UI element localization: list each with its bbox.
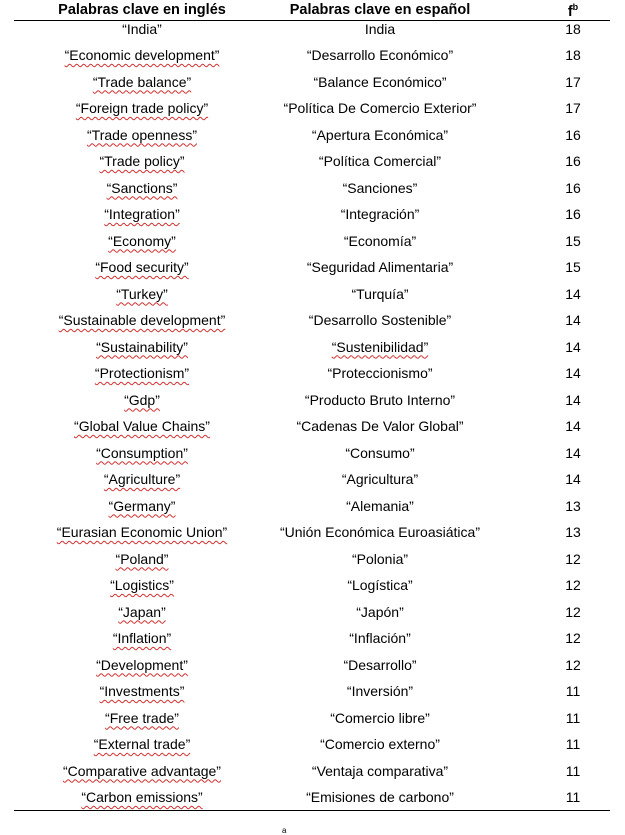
keyword-english-text: “Agriculture” [103,471,181,488]
keyword-frequency: 14 [565,391,581,408]
keyword-spanish-text: “Comercio externo” [320,736,440,753]
table-header-row [14,2,610,20]
keyword-english [14,704,270,731]
keyword-frequency: 12 [565,630,581,647]
table-row [14,757,610,784]
table-row [14,121,610,148]
keyword-frequency: 12 [565,603,581,620]
table-row [14,95,610,122]
keyword-spanish [270,95,490,122]
keyword-spanish [270,333,490,360]
table-row [14,704,610,731]
keyword-spanish-text: “Japón” [356,603,404,620]
keyword-spanish-text: “Polonia” [351,550,409,567]
keyword-english-text: “India” [122,20,162,37]
keyword-english [14,757,270,784]
keyword-english [14,201,270,228]
keyword-spanish [270,280,490,307]
header-english: Palabras clave en inglés [14,2,270,20]
keyword-spanish [270,413,490,440]
keyword-english-text: “Inflation” [112,630,172,647]
keyword-spanish-text: “Política De Comercio Exterior” [283,100,477,117]
keyword-frequency: 17 [565,73,581,90]
keyword-spanish-text: “Sustenibilidad” [331,338,429,355]
keyword-spanish-text: “Inflación” [349,630,411,647]
keyword-spanish [270,545,490,572]
keyword-frequency: 16 [565,179,581,196]
keyword-spanish [270,307,490,334]
keyword-english-text: “Turkey” [116,285,168,302]
table-row [14,678,610,705]
keyword-spanish [270,731,490,758]
table-body [14,20,610,811]
keyword-spanish [270,678,490,705]
keyword-english [14,20,270,42]
keyword-spanish-text: “Producto Bruto Interno” [304,391,456,408]
keyword-english [14,280,270,307]
keyword-english-text: “Free trade” [105,709,179,726]
keyword-frequency: 13 [565,497,581,514]
keyword-english-text: “Global Value Chains” [74,418,210,435]
keyword-spanish [270,227,490,254]
keyword-english-text: “Development” [96,656,188,673]
keyword-spanish-text: “Apertura Económica” [311,126,449,143]
table-row [14,598,610,625]
table-row [14,201,610,228]
keyword-english [14,386,270,413]
keyword-english [14,545,270,572]
keyword-spanish [270,572,490,599]
keyword-frequency: 16 [565,206,581,223]
keyword-spanish-text: “Turquía” [351,285,409,302]
keyword-frequency: 12 [565,577,581,594]
table-row [14,307,610,334]
keyword-spanish-text: “Balance Económico” [313,73,447,90]
keyword-spanish [270,466,490,493]
keyword-frequency: 11 [490,784,610,811]
table-row [14,625,610,652]
keyword-spanish-text: “Logística” [347,577,413,594]
header-spanish: Palabras clave en español [270,2,490,20]
keyword-english [14,784,270,811]
keyword-english-text: “Investments” [99,683,185,700]
keyword-frequency: 16 [565,153,581,170]
keyword-spanish-text: “Comercio libre” [330,709,430,726]
table-row [14,572,610,599]
keyword-frequency: 14 [565,471,581,488]
keyword-spanish [270,784,490,811]
keyword-frequency: 18 [565,47,581,64]
header-frequency-label: f [567,3,573,20]
keyword-english [14,42,270,69]
keyword-spanish-text: “Integración” [340,206,420,223]
keyword-english-text: “Economic development” [64,47,220,64]
keyword-frequency: 14 [565,444,581,461]
keyword-spanish [270,20,490,42]
keyword-english [14,333,270,360]
keyword-frequency: 14 [565,312,581,329]
keyword-frequency: 14 [565,285,581,302]
keyword-english [14,651,270,678]
keyword-spanish [270,148,490,175]
keyword-english-text: “Economy” [108,232,176,249]
keyword-spanish-text: “Política Comercial” [318,153,442,170]
keyword-spanish [270,121,490,148]
keyword-english-text: “Sustainable development” [58,312,226,329]
keyword-spanish [270,386,490,413]
keyword-frequency: 17 [565,100,581,117]
keyword-spanish [270,757,490,784]
table-row [14,333,610,360]
keyword-spanish [270,254,490,281]
keyword-english [14,227,270,254]
table-row [14,42,610,69]
keyword-spanish-text: “Seguridad Alimentaria” [306,259,454,276]
keyword-english-text: “External trade” [93,736,191,753]
keyword-spanish-text: “Unión Económica Euroasiática” [280,524,480,541]
keyword-spanish-text: “Desarrollo Económico” [306,47,454,64]
keyword-frequency: 18 [565,20,581,37]
table-row [14,148,610,175]
keyword-frequency: 15 [565,232,581,249]
keyword-spanish-text: “Agricultura” [341,471,419,488]
keyword-spanish [270,519,490,546]
keyword-frequency: 14 [565,418,581,435]
keyword-english [14,572,270,599]
keyword-english-text: “Japan” [118,603,166,620]
keyword-spanish [270,68,490,95]
keyword-spanish [270,704,490,731]
keyword-english-text: “Trade balance” [92,73,192,90]
keyword-english [14,731,270,758]
keyword-english-text: “Protectionism” [94,365,190,382]
keyword-frequency: 16 [565,126,581,143]
keyword-frequency: 11 [565,736,581,753]
keyword-frequency: 13 [565,524,581,541]
keyword-frequency: 11 [565,762,581,779]
table-row [14,731,610,758]
table-row [14,492,610,519]
keyword-spanish [270,492,490,519]
keyword-english-text: “Sustainability” [96,338,188,355]
keyword-english-text: “Trade openness” [87,126,197,143]
keyword-spanish [270,42,490,69]
keyword-english [14,598,270,625]
table-row [14,254,610,281]
table-row [14,784,610,811]
header-frequency-superscript: b [572,2,579,12]
keyword-english-text: “Food security” [95,259,189,276]
keyword-english [14,492,270,519]
keyword-spanish-text: “Emisiones de carbono” [306,789,454,806]
table-row [14,280,610,307]
keyword-english [14,174,270,201]
keyword-english [14,413,270,440]
keyword-english-text: “Germany” [108,497,176,514]
keyword-spanish-text: “Cadenas De Valor Global” [296,418,464,435]
keyword-spanish [270,360,490,387]
keyword-english [14,439,270,466]
keyword-english-text: “Sanctions” [106,179,178,196]
keyword-spanish-text: “Inversión” [346,683,414,700]
keyword-spanish [270,598,490,625]
keyword-spanish-text: India [364,20,396,37]
keyword-english [14,519,270,546]
table-row [14,360,610,387]
table-row [14,519,610,546]
table-row [14,545,610,572]
keyword-frequency: 14 [565,338,581,355]
keyword-english-text: “Trade policy” [99,153,185,170]
keyword-frequency: 14 [565,365,581,382]
keyword-english [14,466,270,493]
keyword-spanish-text: “Alemania” [346,497,414,514]
table-row [14,413,610,440]
keyword-spanish-text: “Sanciones” [342,179,418,196]
keyword-english [14,148,270,175]
keyword-spanish-text: “Ventaja comparativa” [311,762,449,779]
keyword-english-text: “Foreign trade policy” [75,100,209,117]
keyword-spanish-text: “Proteccionismo” [327,365,433,382]
table-row [14,227,610,254]
keyword-english [14,360,270,387]
table-row [14,386,610,413]
table-row [14,466,610,493]
keyword-english [14,121,270,148]
keyword-english [14,95,270,122]
keyword-english-text: “Poland” [115,550,169,567]
keyword-frequency: 12 [565,656,581,673]
keyword-spanish-text: “Economía” [343,232,417,249]
keyword-frequency: 15 [565,259,581,276]
keyword-english [14,625,270,652]
table-row [14,651,610,678]
keyword-english [14,678,270,705]
header-frequency [490,2,610,20]
keyword-spanish [270,439,490,466]
keyword-frequency: 11 [565,683,581,700]
keyword-frequency: 11 [565,709,581,726]
keyword-spanish-text: “Desarrollo Sostenible” [308,312,452,329]
table-row [14,20,610,42]
keyword-english-text: “Eurasian Economic Union” [56,524,228,541]
keyword-english-text: “Comparative advantage” [63,762,221,779]
keyword-english-text: “Integration” [104,206,180,223]
keyword-frequency: 12 [565,550,581,567]
table-row [14,439,610,466]
keyword-spanish [270,651,490,678]
keyword-english [14,254,270,281]
keyword-spanish [270,625,490,652]
table-row [14,68,610,95]
footnote-mark: a [282,826,287,835]
keyword-spanish-text: “Desarrollo” [343,656,417,673]
keyword-spanish-text: “Consumo” [345,444,415,461]
keywords-table [14,2,610,811]
keyword-english-text: “Consumption” [96,444,188,461]
keyword-english-text: “Carbon emissions” [81,789,203,806]
keyword-english-text: “Logistics” [110,577,174,594]
keyword-english [14,307,270,334]
keyword-english-text: “Gdp” [124,391,160,408]
table-row [14,174,610,201]
keyword-english [14,68,270,95]
keyword-spanish [270,201,490,228]
keyword-spanish [270,174,490,201]
